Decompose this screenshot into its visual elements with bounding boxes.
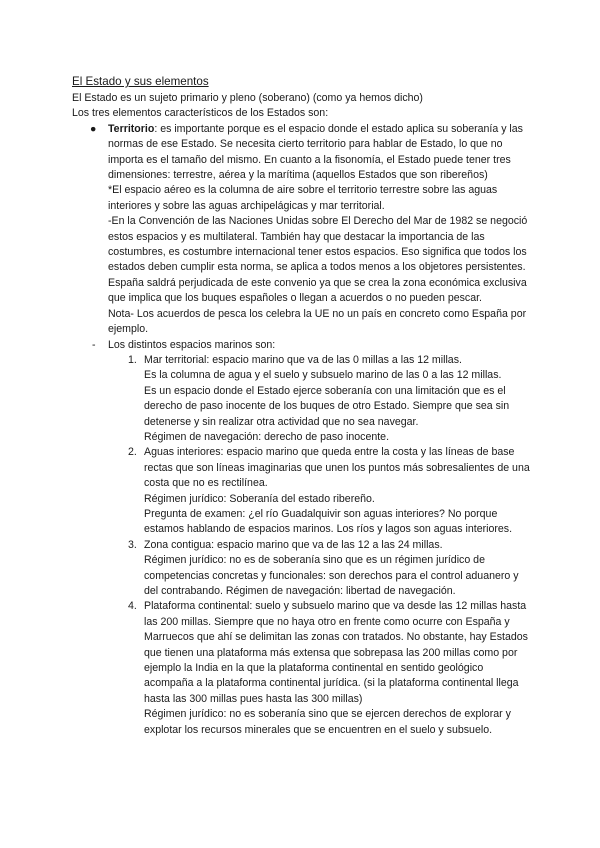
item-line: Régimen jurídico: no es de soberanía sino que es un régimen jurídico de competencias concretas y funcionales: son derechos para el control aduanero y del contrabando. Régimen de navegación: libertad de navegación. — [144, 554, 519, 597]
item-line: Plataforma continental: suelo y subsuelo marino que va desde las 12 millas hasta las 200 millas. Siempre que no haya otro en frente como ocurre con España y Marruecos que ahí se delimitan las zonas con tratados. No obstante, hay Estados que tienen una plataforma más extensa que sobrepasa las 200 millas como por ejemplo la India en la que la plataforma continental en sentido geológico acompaña a la plataforma continental jurídica. (si la plataforma continental llega hasta las 300 millas pues hasta las 300 millas) — [144, 600, 528, 705]
dash-marker: - — [92, 338, 96, 351]
espacios-section — [72, 338, 530, 353]
paragraph: Nota- Los acuerdos de pesca los celebra la UE no un país en concreto como España por ejemplo. — [108, 307, 527, 336]
list-item — [72, 353, 530, 445]
paragraph: *El espacio aéreo es la columna de aire sobre el territorio terrestre sobre las aguas interiores y sobre las aguas archipelágicas y mar territorial. — [108, 184, 498, 212]
territorio-section — [72, 122, 530, 338]
item-line: Aguas interiores: espacio marino que queda entre la costa y las líneas de base rectas que son líneas imaginarias que unen los puntos más sobresalientes de una costa que no es rectilínea. — [144, 446, 530, 490]
territorio-definition — [108, 122, 530, 184]
item-number: 1. — [128, 353, 137, 366]
intro-line: Los tres elementos característicos de los Estados son: — [72, 107, 329, 120]
item-number: 2. — [128, 446, 137, 459]
document-title: El Estado y sus elementos — [72, 75, 209, 88]
item-line: Zona contigua: espacio marino que va de las 12 a las 24 millas. — [144, 538, 443, 551]
item-number: 4. — [128, 600, 137, 613]
espacios-heading: Los distintos espacios marinos son: — [108, 338, 276, 351]
item-number: 3. — [128, 538, 137, 551]
territorio-text: : es importante porque es el espacio donde el estado aplica su soberanía y las normas de ese Estado. Se necesita cierto territorio para hablar de Estado, lo que no importa es el tamaño del mismo. En cuanto a la fisonomía, el Estado puede tener tres dimensiones: terrestre, aérea y la marítima (aquellos Estados que son ribereños) — [108, 122, 523, 182]
document-page — [72, 74, 530, 738]
item-line: Es un espacio donde el Estado ejerce soberanía con una limitación que es el derecho de paso inocente de los buques de otro Estado. Siempre que sea sin detenerse y sin realizar otra actividad que no sea navegar. — [144, 384, 510, 428]
list-item — [72, 445, 530, 537]
paragraph: -En la Convención de las Naciones Unidas sobre El Derecho del Mar de 1982 se negoció estos espacios y es multilateral. También hay que destacar la importancia de las costumbres, es costumbre internacional tener estos espacios. Eso significa que todos los estados deben cumplir esta norma, se aplica a todos menos a los objetores persistentes. España saldrá perjudicada de este convenio ya que se crea la zona económica exclusiva que implica que los buques españoles o llegan a acuerdos o no pueden pescar. — [108, 215, 528, 305]
intro-line: El Estado es un sujeto primario y pleno (soberano) (como ya hemos dicho) — [72, 92, 423, 104]
territorio-term: Territorio — [108, 122, 155, 135]
item-line: Pregunta de examen: ¿el río Guadalquivir son aguas interiores? No porque estamos hablando de espacios marinos. Los ríos y lagos son aguas interiores. — [144, 507, 513, 536]
list-item — [72, 599, 530, 738]
item-line: Mar territorial: espacio marino que va de las 0 millas a las 12 millas. — [144, 353, 462, 366]
item-line: Régimen de navegación: derecho de paso inocente. — [144, 430, 390, 443]
bullet-marker: ● — [90, 122, 97, 135]
list-item — [72, 538, 530, 600]
item-line: Régimen jurídico: Soberanía del estado ribereño. — [144, 492, 375, 505]
item-line: Régimen jurídico: no es soberanía sino que se ejercen derechos de explorar y explotar los recursos minerales que se encuentren en el suelo y subsuelo. — [144, 708, 511, 736]
item-line: Es la columna de agua y el suelo y subsuelo marino de las 0 a las 12 millas. — [144, 369, 502, 382]
